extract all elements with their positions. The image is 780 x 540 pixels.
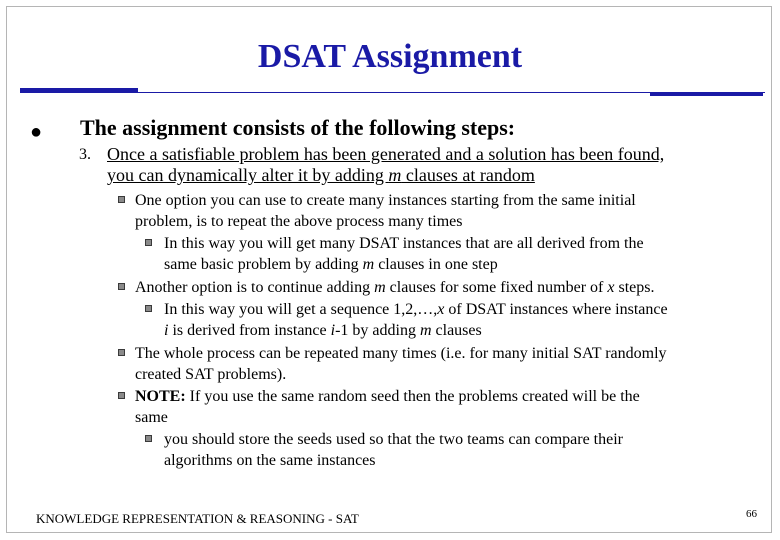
bullet-3-line-2: created SAT problems). <box>135 366 287 383</box>
text-span: If you use the same random seed then the problems created will be the <box>185 388 640 405</box>
text-span: same basic problem by adding <box>164 256 363 273</box>
main-heading: The assignment consists of the following steps: <box>80 115 516 140</box>
variable-x: x <box>607 279 615 296</box>
text-span: clauses for some fixed number of <box>385 279 608 296</box>
bullet-2 <box>135 277 654 298</box>
text-span: of DSAT instances where instance <box>444 301 668 318</box>
text-span: -1 by adding <box>335 322 420 339</box>
bullet-1-sub-line-2 <box>164 254 644 275</box>
variable-i: i <box>164 322 169 339</box>
square-bullet-icon <box>145 239 152 246</box>
text-span: clauses in one step <box>374 256 498 273</box>
text-span: clauses <box>431 322 482 339</box>
bullet-2-sub-line-2 <box>164 320 668 341</box>
variable-m: m <box>362 256 375 273</box>
variable-m: m <box>419 322 432 339</box>
square-bullet-icon <box>145 305 152 312</box>
bullet-3 <box>135 343 667 385</box>
text-span: clauses at random <box>401 165 535 185</box>
page-number: 66 <box>746 508 757 520</box>
bullet-3-line-1: The whole process can be repeated many times (i.e. for many initial SAT randomly <box>135 345 667 362</box>
slide-title: DSAT Assignment <box>257 38 523 75</box>
text-span: In this way you will get a sequence 1,2,…, <box>164 301 438 318</box>
variable-i: i <box>330 322 336 339</box>
bullet-2-line-1 <box>135 277 654 298</box>
bullet-4-line-2: same <box>135 409 168 426</box>
text-span: Another option is to continue adding <box>135 279 375 296</box>
bullet-4-sub <box>164 429 623 471</box>
circle-bullet-icon: ● <box>30 121 43 143</box>
bullet-1-sub-line-1: In this way you will get many DSAT instances that are all derived from the <box>164 235 644 252</box>
text-span: you can dynamically alter it by adding <box>107 165 389 185</box>
bullet-4 <box>135 386 640 428</box>
bullet-2-sub-line-1 <box>164 299 668 320</box>
text-span: is derived from instance <box>168 322 331 339</box>
variable-m: m <box>374 279 386 296</box>
step-text <box>107 144 664 186</box>
variable-x: x <box>437 301 445 318</box>
bullet-1 <box>135 190 636 232</box>
bullet-1-line-2: problem, is to repeat the above process many times <box>135 213 463 230</box>
step-line-2 <box>107 165 664 186</box>
bullet-4-sub-line-2: algorithms on the same instances <box>164 452 376 469</box>
bullet-4-line-1 <box>135 386 640 407</box>
square-bullet-icon <box>118 196 125 203</box>
variable-m: m <box>388 165 402 185</box>
title-rule-right-accent <box>650 92 763 96</box>
note-label: NOTE: <box>135 388 186 405</box>
square-bullet-icon <box>118 392 125 399</box>
bullet-1-sub <box>164 233 644 275</box>
square-bullet-icon <box>145 435 152 442</box>
square-bullet-icon <box>118 283 125 290</box>
bullet-1-line-1: One option you can use to create many instances starting from the same initial <box>135 192 636 209</box>
bullet-2-sub <box>164 299 668 341</box>
text-span: steps. <box>614 279 655 296</box>
square-bullet-icon <box>118 349 125 356</box>
step-number: 3. <box>79 146 91 163</box>
slide-footer: KNOWLEDGE REPRESENTATION & REASONING - SAT <box>36 511 359 526</box>
step-line-1: Once a satisfiable problem has been generated and a solution has been found, <box>107 144 665 164</box>
bullet-4-sub-line-1: you should store the seeds used so that the two teams can compare their <box>164 431 623 448</box>
